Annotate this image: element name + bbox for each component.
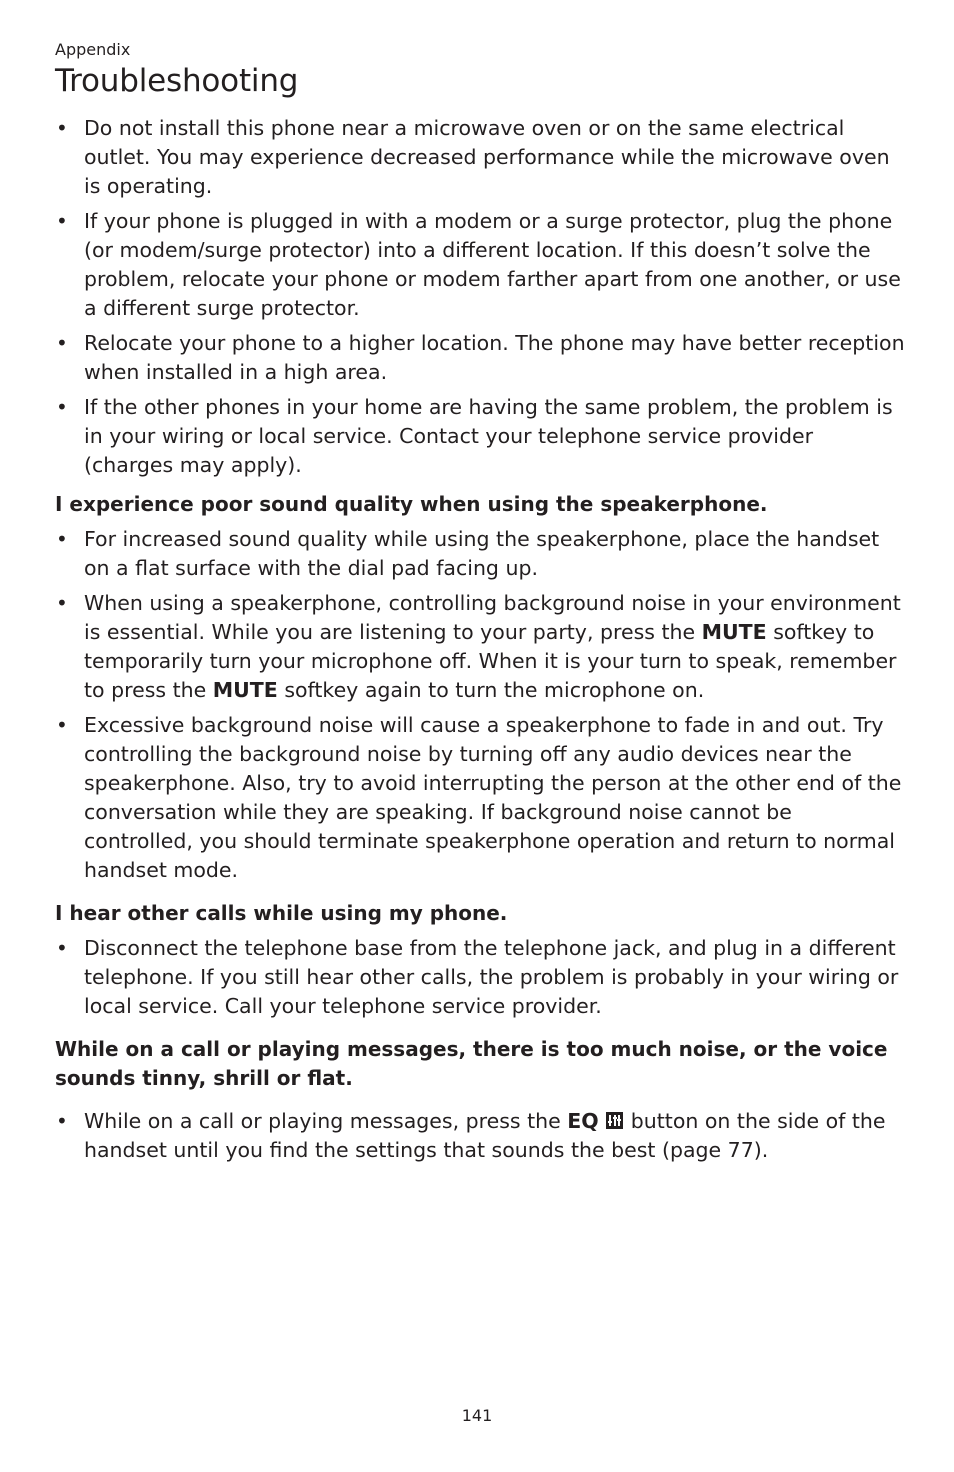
- speakerphone-heading: I experience poor sound quality when using the speakerphone.: [55, 492, 768, 516]
- noise-heading: While on a call or playing messages, there is too much noise, or the voice sounds tinny, shrill or flat.: [55, 1037, 888, 1090]
- equalizer-icon: [606, 1112, 623, 1129]
- list-item: [55, 1107, 905, 1165]
- other-calls-bullet-list: [55, 934, 905, 1021]
- text-segment: While on a call or playing messages, press the: [84, 1109, 568, 1133]
- list-item: • Disconnect the telephone base from the telephone jack, and plug in a different telephone. If you still hear other calls, the problem is probably in your wiring or local service. Call your telephone service provider.: [55, 934, 905, 1021]
- list-item: • For increased sound quality while using the speakerphone, place the handset on a flat surface with the dial pad facing up.: [55, 525, 905, 583]
- text-segment: softkey again to turn the microphone on.: [277, 678, 705, 702]
- eq-key-label: EQ: [567, 1109, 599, 1133]
- text-segment: softkey to temporarily turn your microphone off. When it is your turn to speak, remember to press the: [84, 620, 897, 702]
- list-item: • Do not install this phone near a microwave oven or on the same electrical outlet. You may experience decreased performance while the microwave oven is operating.: [55, 114, 905, 201]
- page-number: 141: [461, 1406, 493, 1425]
- text-segment: When using a speakerphone, controlling background noise in your environment is essential. While you are listening to your party, press the: [84, 591, 901, 644]
- page-title: Troubleshooting: [55, 63, 299, 99]
- page-content: [55, 40, 905, 1171]
- other-calls-heading: I hear other calls while using my phone.: [55, 901, 508, 925]
- list-item: • If the other phones in your home are having the same problem, the problem is in your wiring or local service. Contact your telephone service provider (charges may apply).: [55, 393, 905, 480]
- list-item: • If your phone is plugged in with a modem or a surge protector, plug the phone (or modem/surge protector) into a different location. If this doesn’t solve the problem, relocate your phone or modem farther apart from one another, or use a different surge protector.: [55, 207, 905, 323]
- noise-bullet-list: [55, 1107, 905, 1165]
- mute-key-label: MUTE: [212, 678, 278, 702]
- speakerphone-bullet-list: [55, 525, 905, 885]
- list-item: • Relocate your phone to a higher location. The phone may have better reception when installed in a high area.: [55, 329, 905, 387]
- section-label: Appendix: [55, 40, 131, 59]
- text-segment: button on the side of the handset until you find the settings that sounds the best (page 77).: [84, 1109, 886, 1162]
- list-item: [55, 589, 905, 705]
- intro-bullet-list: [55, 114, 905, 480]
- list-item: • Excessive background noise will cause a speakerphone to fade in and out. Try controlling the background noise by turning off any audio devices near the speakerphone. Also, try to avoid interrupting the person at the other end of the conversation while they are speaking. If background noise cannot be controlled, you should terminate speakerphone operation and return to normal handset mode.: [55, 711, 905, 885]
- mute-key-label: MUTE: [701, 620, 767, 644]
